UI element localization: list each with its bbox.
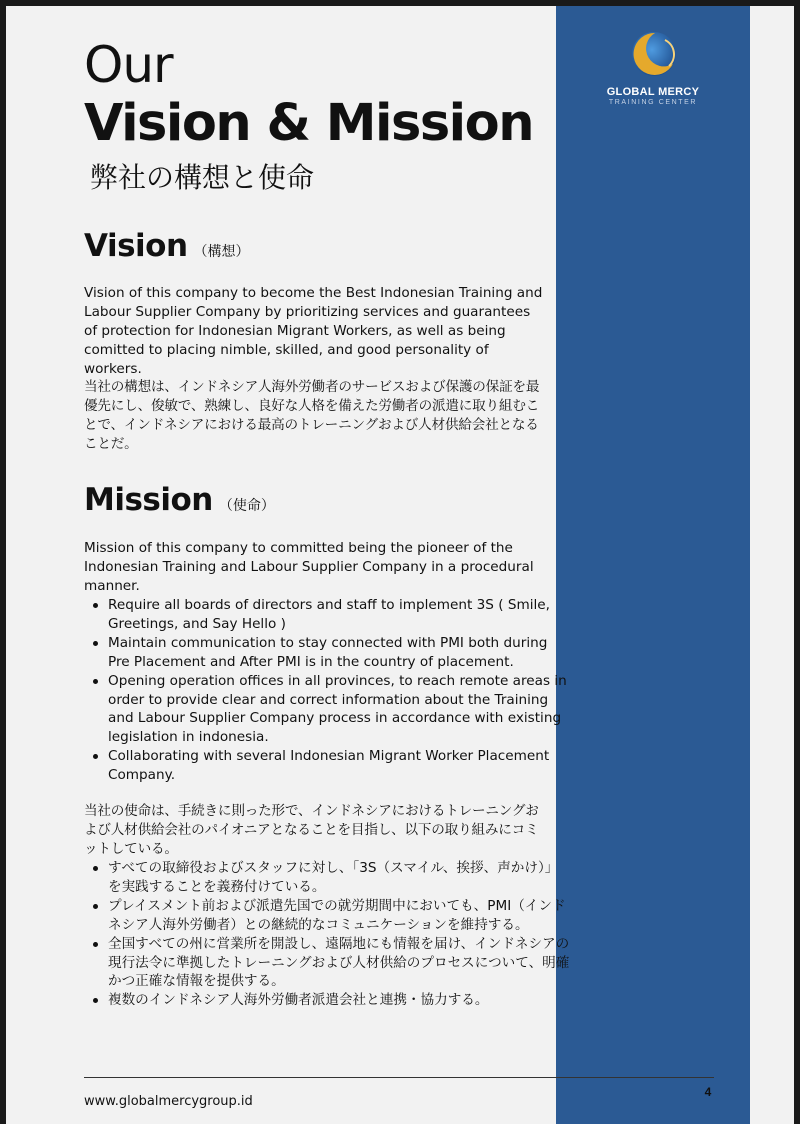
- list-item: 全国すべての州に営業所を開設し、遠隔地にも情報を届け、インドネシアの現行法令に準拠したトレーニングおよび人材供給のプロセスについて、明確かつ正確な情報を提供する。: [108, 935, 570, 990]
- vision-text-en: Vision of this company to become the Best Indonesian Training and Labour Supplier Company by prioritizing services and guarantees of protection for Indonesian Migrant Workers, as well as being comitted to placing nimble, skilled, and good personality of workers.: [84, 285, 543, 377]
- list-item: Opening operation offices in all provinces, to reach remote areas in order to provide clear and correct information about the Training and Labour Supplier Company process in accordance with existing legislation in indonesia.: [108, 672, 570, 748]
- mission-heading: [84, 482, 275, 518]
- footer-divider: [84, 1077, 714, 1078]
- side-color-band: [556, 6, 750, 1124]
- mission-intro-en: Mission of this company to committed being the pioneer of the Indonesian Training and Labour Supplier Company in a procedural manner.: [84, 540, 534, 594]
- page-title: Vision & Mission: [84, 94, 533, 153]
- list-item: プレイスメント前および派遣先国での就労期間中においても、PMI（インドネシア人海外労働者）との継続的なコミュニケーションを維持する。: [108, 897, 570, 935]
- page-title-japanese: 弊社の構想と使命: [90, 161, 315, 194]
- title-our: Our: [84, 36, 173, 94]
- vision-heading-jp: （構想）: [193, 244, 250, 260]
- mission-heading-text: Mission: [84, 482, 213, 518]
- mission-intro-jp: 当社の使命は、手続きに則った形で、インドネシアにおけるトレーニングおよび人材供給会社のパイオニアとなることを目指し、以下の取り組みにコミットしている。: [84, 803, 539, 857]
- footer-website-link[interactable]: www.globalmercygroup.id: [84, 1094, 253, 1109]
- document-page: [6, 6, 794, 1124]
- list-item: Collaborating with several Indonesian Migrant Worker Placement Company.: [108, 747, 570, 785]
- mission-bullets-jp: [84, 859, 570, 1010]
- crescent-logo-icon: [625, 26, 681, 82]
- list-item: 複数のインドネシア人海外労働者派遣会社と連携・協力する。: [108, 991, 570, 1010]
- list-item: Maintain communication to stay connected with PMI both during Pre Placement and After PMI is in the country of placement.: [108, 634, 570, 672]
- vision-heading-text: Vision: [84, 228, 188, 264]
- vision-text-jp: 当社の構想は、インドネシア人海外労働者のサービスおよび保護の保証を最優先にし、俊敏で、熟練し、良好な人格を備えた労働者の派遣に取り組むことで、インドネシアにおける最高のトレーニングおよび人材供給会社となることだ。: [84, 379, 540, 452]
- page-number: 4: [704, 1085, 712, 1099]
- logo-subtitle: TRAINING CENTER: [608, 99, 698, 106]
- logo-name: GLOBAL MERCY: [606, 86, 700, 98]
- mission-heading-jp: （使命）: [218, 498, 275, 514]
- list-item: Require all boards of directors and staff to implement 3S ( Smile, Greetings, and Say Hello ): [108, 596, 570, 634]
- vision-heading: [84, 228, 250, 264]
- list-item: すべての取締役およびスタッフに対し、「3S（スマイル、挨拶、声かけ）」を実践することを義務付けている。: [108, 859, 570, 897]
- company-logo: [556, 26, 750, 106]
- mission-bullets-en: [84, 596, 570, 785]
